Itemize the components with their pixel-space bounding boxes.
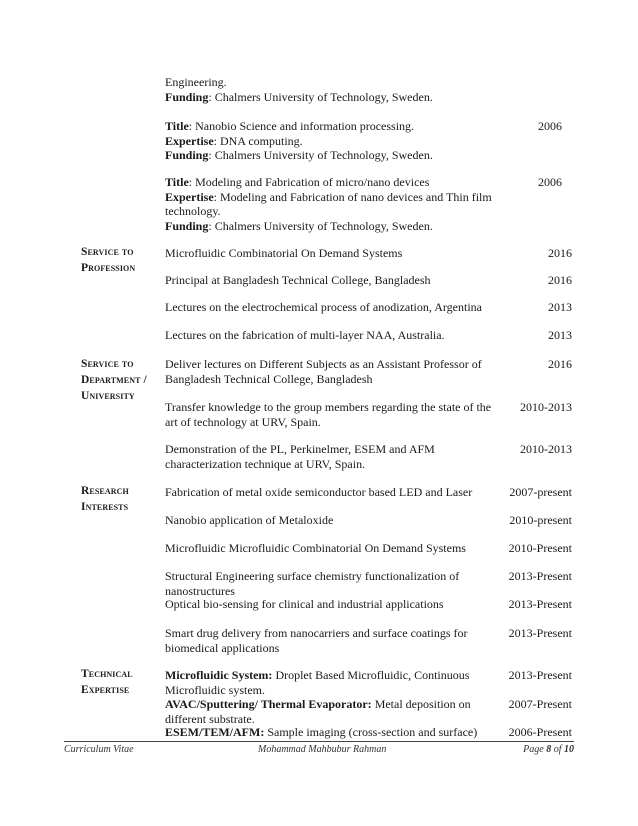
list-item: Structural Engineering surface chemistry functionalization of nanostructures	[165, 569, 460, 598]
project-title: : Modeling and Fabrication of micro/nano devices	[188, 175, 430, 189]
item-date: 2013-Present	[508, 597, 572, 611]
item-date: 2010-2013	[520, 442, 572, 456]
project-title-label: Title	[165, 175, 189, 189]
item-date: 2010-present	[509, 513, 572, 527]
expertise-name: Microfluidic System:	[165, 668, 273, 682]
section-label-technical: Technical Expertise	[81, 668, 133, 696]
item-date: 2013-Present	[508, 626, 572, 640]
project-title-label: Title	[165, 119, 189, 133]
item-date: 2013	[548, 328, 572, 342]
item-date: 2007-Present	[508, 697, 572, 711]
project-title: : Nanobio Science and information processing.	[188, 119, 415, 133]
item-date: 2016	[548, 246, 572, 260]
project-funding-label: Funding	[165, 148, 209, 162]
list-item: Optical bio-sensing for clinical and industrial applications	[165, 597, 444, 611]
section-label-research: Research Interests	[81, 485, 129, 513]
list-item: Lectures on the fabrication of multi-layer NAA, Australia.	[165, 328, 445, 342]
section-label-department: Service to Department / University	[81, 358, 147, 402]
project-expertise-label: Expertise	[165, 189, 214, 204]
item-date: 2010-Present	[508, 541, 572, 555]
list-item: Principal at Bangladesh Technical College, Bangladesh	[165, 273, 431, 287]
list-item: Transfer knowledge to the group members regarding the state of the art of technology at URV, Spain.	[165, 400, 492, 429]
footer-left: Curriculum Vitae	[64, 744, 134, 755]
list-item: Smart drug delivery from nanocarriers and surface coatings for biomedical applications	[165, 626, 468, 655]
list-item: Microfluidic System: Droplet Based Microfluidic, Continuous Microfluidic system.	[165, 668, 470, 697]
project-expertise-label: Expertise	[165, 133, 214, 148]
expertise-name: ESEM/TEM/AFM:	[165, 725, 265, 739]
list-item: Microfluidic Combinatorial On Demand Systems	[165, 246, 403, 260]
project-expertise: : Modeling and Fabrication of nano devices and Thin film technology.	[165, 189, 492, 218]
expertise-name: AVAC/Sputtering/ Thermal Evaporator:	[165, 697, 372, 711]
project-expertise: : DNA computing.	[213, 133, 303, 148]
item-date: 2007-present	[509, 485, 572, 499]
continuation-funding: Funding: Chalmers University of Technology, Sweden.	[165, 89, 433, 104]
continuation-line: Engineering.	[165, 75, 227, 89]
item-date: 2013	[548, 300, 572, 314]
item-date: 2006-Present	[508, 725, 572, 739]
project-year: 2006	[538, 175, 562, 189]
section-label-profession: Service to Profession	[81, 246, 136, 274]
continuation-block	[165, 75, 503, 104]
project-funding-label: Funding	[165, 218, 209, 233]
list-item: Deliver lectures on Different Subjects as an Assistant Professor of Bangladesh Technical College, Bangladesh	[165, 357, 482, 386]
item-date: 2010-2013	[520, 400, 572, 414]
project-year: 2006	[538, 119, 562, 133]
project-funding: : Chalmers University of Technology, Sweden.	[208, 218, 433, 233]
item-date: 2016	[548, 273, 572, 287]
list-item: Demonstration of the PL, Perkinelmer, ESEM and AFM characterization technique at URV, Spain.	[165, 442, 435, 471]
list-item: Microfluidic Microfluidic Combinatorial On Demand Systems	[165, 541, 466, 555]
item-date: 2013-Present	[508, 668, 572, 682]
project-funding: : Chalmers University of Technology, Sweden.	[208, 148, 433, 162]
item-date: 2016	[548, 357, 572, 371]
list-item: ESEM/TEM/AFM: Sample imaging (cross-section and surface)	[165, 725, 478, 739]
page-number: Page 8 of 10	[523, 744, 574, 755]
list-item: AVAC/Sputtering/ Thermal Evaporator: Metal deposition on different substrate.	[165, 697, 471, 726]
list-item: Lectures on the electrochemical process of anodization, Argentina	[165, 300, 482, 314]
footer-divider	[64, 741, 574, 742]
item-date: 2013-Present	[508, 569, 572, 583]
list-item: Fabrication of metal oxide semiconductor based LED and Laser	[165, 485, 473, 499]
footer-author: Mohammad Mahbubur Rahman	[258, 744, 387, 755]
list-item: Nanobio application of Metaloxide	[165, 513, 334, 527]
